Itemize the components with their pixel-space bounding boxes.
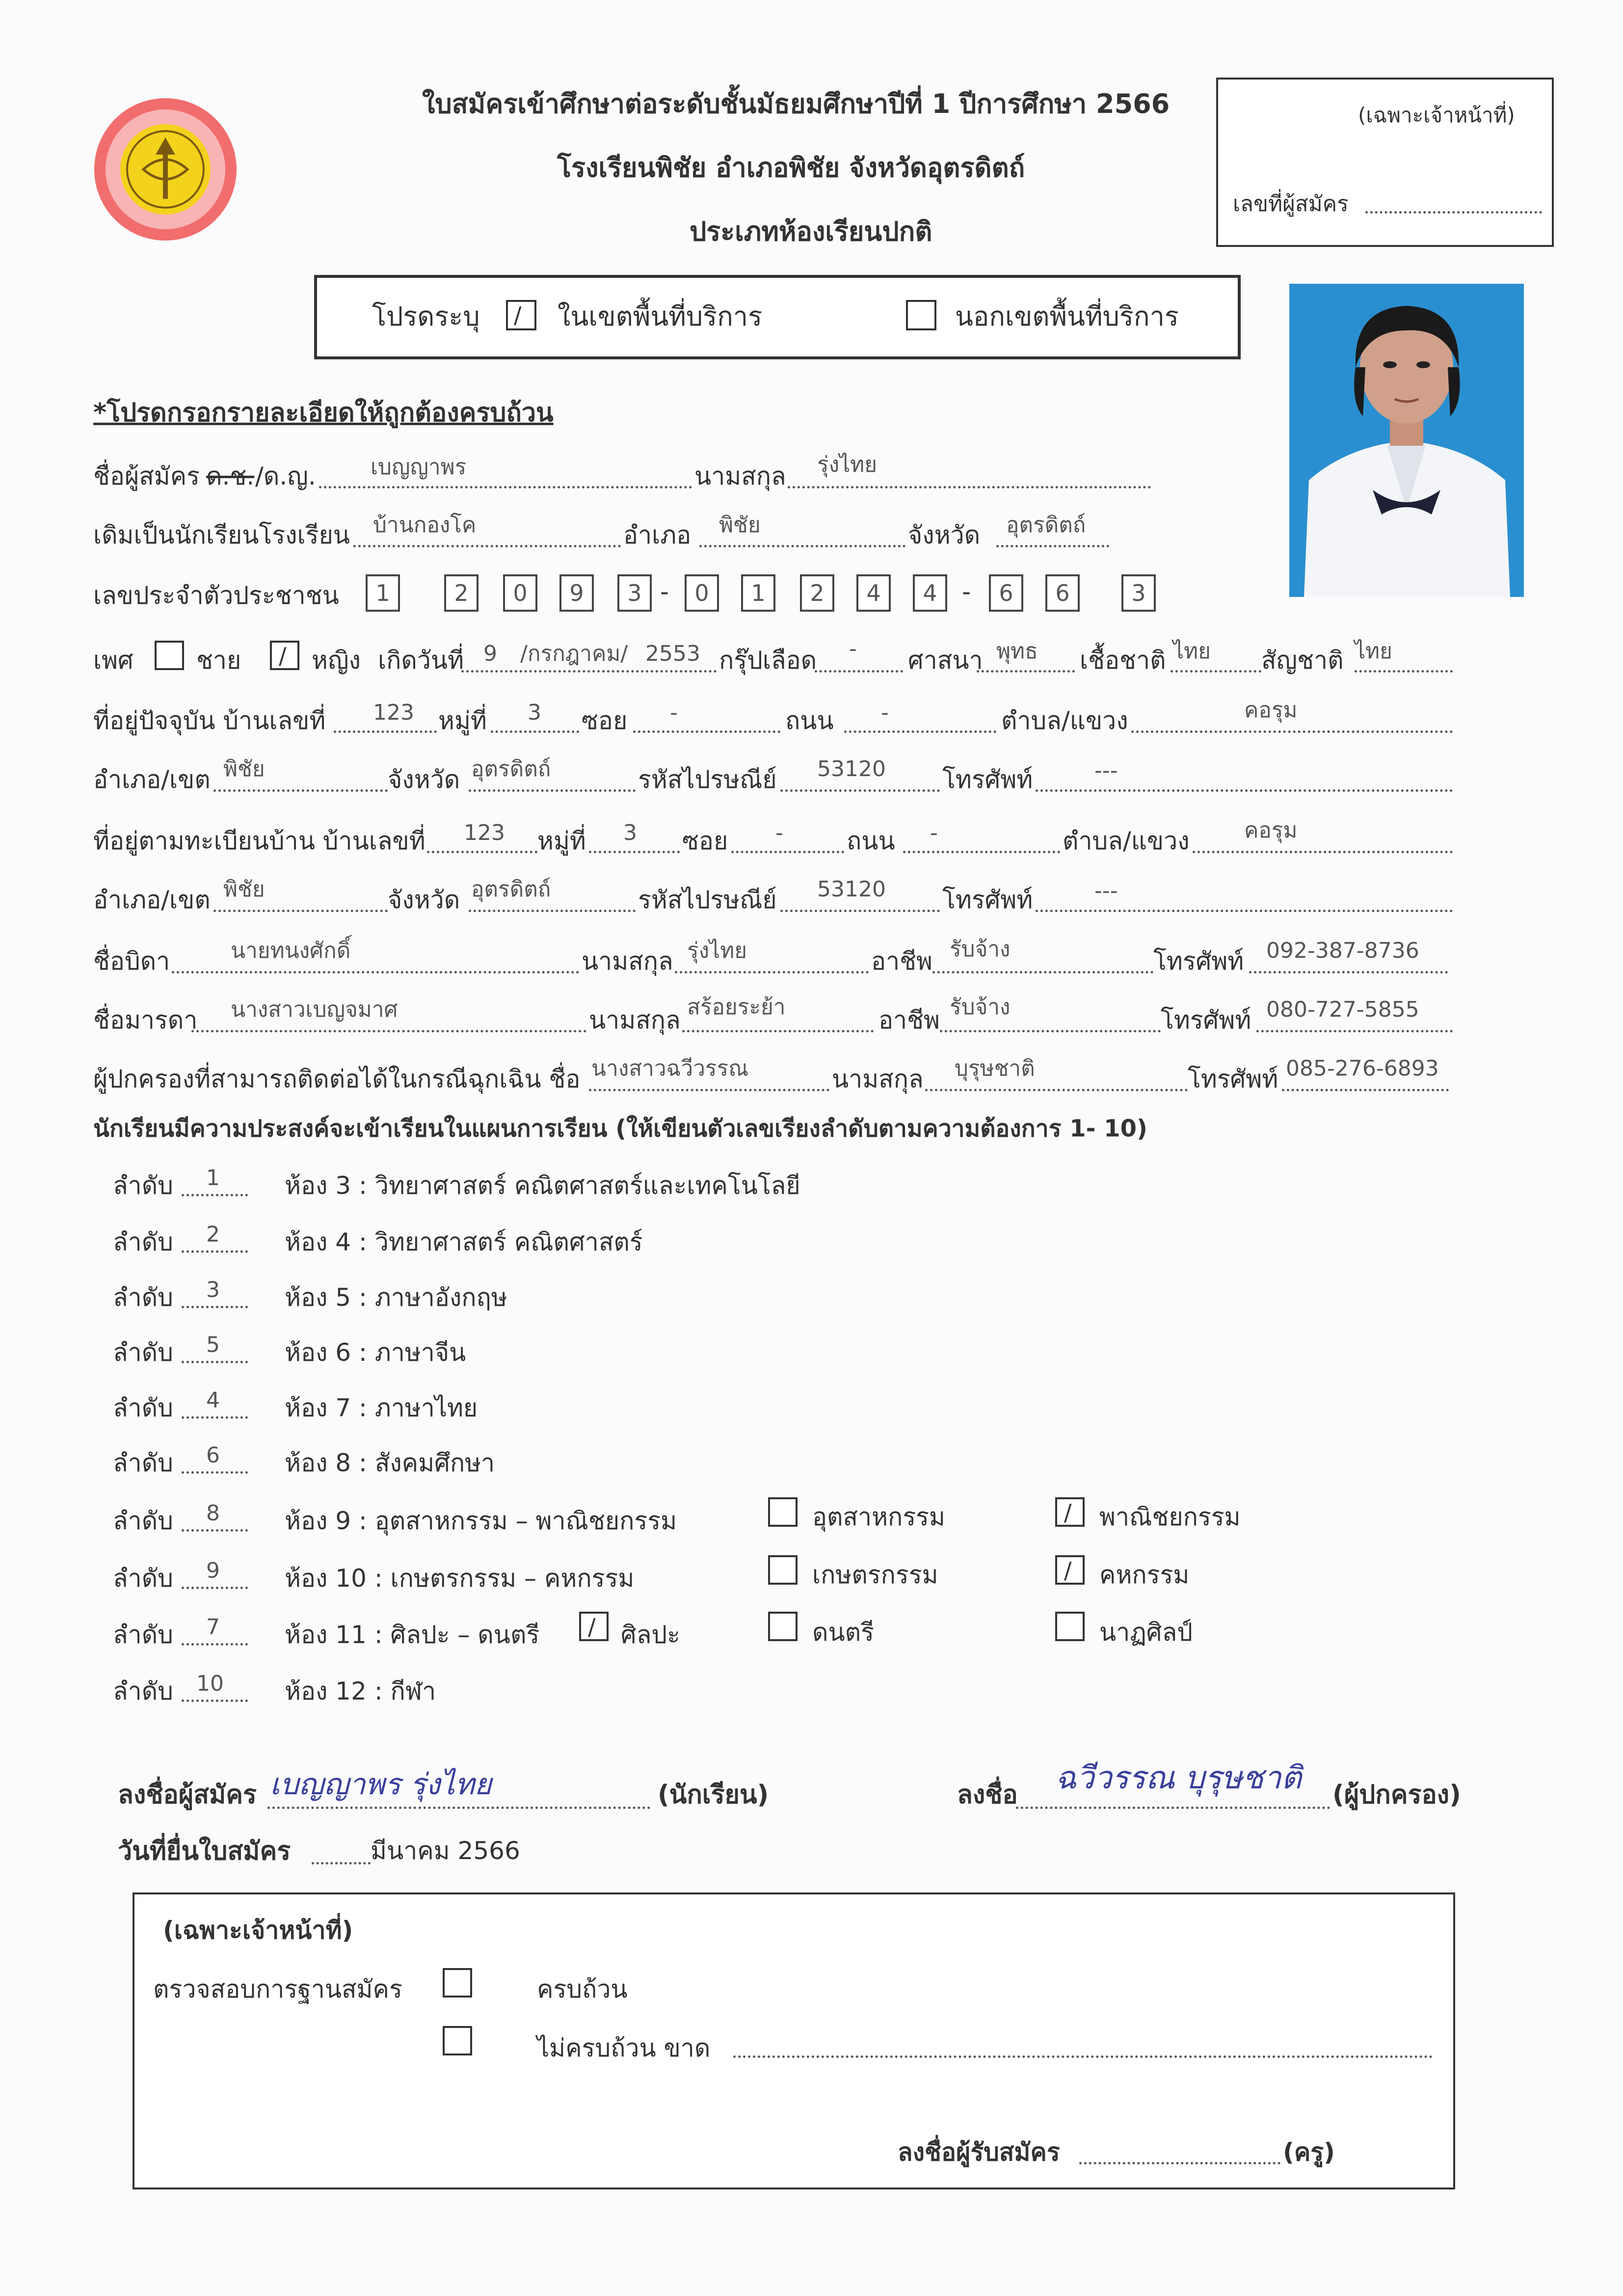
prev-school-value[interactable]: บ้านกองโค [373, 513, 477, 538]
id-separator: - [962, 577, 971, 606]
out-area-label: นอกเขตพื้นที่บริการ [955, 301, 1179, 332]
incomplete-label: ไม่ครบถ้วน ขาด [537, 2034, 711, 2062]
id-digit[interactable]: 9 [559, 574, 594, 612]
in-area-label: ในเขตพื้นที่บริการ [558, 301, 763, 332]
art-checkbox[interactable]: / [579, 1612, 609, 1641]
mother-label: ชื่อมารดา [93, 1006, 198, 1034]
race-value[interactable]: ไทย [1173, 639, 1211, 664]
order-label: ลำดับ [113, 1449, 173, 1477]
current-moo-label: หมู่ที่ [438, 706, 487, 735]
registered-postal-label: รหัสไปรษณีย์ [638, 886, 777, 914]
mother-phone-label: โทรศัพท์ [1161, 1006, 1251, 1034]
missing-items-field[interactable] [733, 2055, 1433, 2058]
room-label: ห้อง 4 : วิทยาศาสตร์ คณิตศาสตร์ [285, 1228, 643, 1256]
registered-district[interactable]: พิชัย [223, 877, 265, 902]
registered-soi[interactable]: - [775, 820, 783, 845]
registered-subdistrict-label: ตำบล/แขวง [1063, 827, 1190, 855]
music-label: ดนตรี [812, 1618, 874, 1647]
id-digit[interactable]: 4 [913, 574, 947, 612]
female-checkbox[interactable]: / [270, 641, 299, 670]
submission-date-label: วันที่ยื่นใบสมัคร [118, 1837, 291, 1866]
id-digit[interactable]: 1 [366, 574, 400, 612]
blood-type-value[interactable]: - [849, 636, 857, 661]
surname-label: นามสกุล [694, 462, 786, 490]
industry-label: อุตสาหกรรม [812, 1503, 945, 1531]
religion-label: ศาสนา [908, 646, 983, 675]
title-ms: /ด.ญ. [255, 462, 316, 490]
current-address-label: ที่อยู่ปัจจุบัน บ้านเลขที่ [93, 706, 326, 735]
national-id-label: เลขประจำตัวประชาชน [93, 581, 339, 610]
guardian-surname[interactable]: บุรุษชาติ [955, 1056, 1035, 1081]
commerce-label: พาณิชยกรรม [1099, 1503, 1241, 1531]
nationality-value[interactable]: ไทย [1355, 639, 1392, 664]
father-phone[interactable]: 092-387-8736 [1266, 938, 1419, 963]
room-label: ห้อง 9 : อุตสาหกรรม – พาณิชยกรรม [285, 1507, 677, 1535]
guardian-sign-label: ลงชื่อ [957, 1780, 1018, 1810]
registered-phone-label: โทรศัพท์ [942, 886, 1033, 914]
rank-value[interactable]: 8 [206, 1501, 220, 1526]
rank-value[interactable]: 3 [206, 1277, 220, 1302]
id-digit[interactable]: 2 [444, 574, 479, 612]
male-label: ชาย [196, 646, 241, 675]
rank-value[interactable]: 2 [206, 1222, 220, 1247]
applicant-number-label: เลขที่ผู้สมัคร [1233, 191, 1349, 216]
home-economics-label: คหกรรม [1099, 1561, 1190, 1589]
order-label: ลำดับ [113, 1283, 173, 1312]
registered-province[interactable]: อุตรดิตถ์ [471, 877, 551, 902]
registered-subdistrict[interactable]: คอรุม [1244, 818, 1298, 843]
id-separator: - [660, 577, 669, 606]
current-province-label: จังหวัด [388, 765, 460, 794]
blood-type-label: กรุ๊ปเลือด [719, 646, 817, 675]
current-road-label: ถนน [785, 706, 834, 735]
applicant-role: (นักเรียน) [658, 1780, 769, 1810]
current-phone[interactable]: --- [1094, 758, 1118, 783]
surname-value[interactable]: รุ่งไทย [817, 452, 878, 477]
guardian-surname-label: นามสกุล [832, 1065, 924, 1093]
current-road[interactable]: - [881, 700, 889, 725]
dance-label: นาฏศิลป์ [1099, 1618, 1193, 1647]
birth-date-label: เกิดวันที่ [378, 646, 464, 675]
current-soi[interactable]: - [670, 700, 678, 725]
room-label: ห้อง 5 : ภาษาอังกฤษ [285, 1283, 507, 1312]
staff-only-box [1216, 78, 1554, 247]
id-digit[interactable]: 0 [685, 574, 719, 612]
order-label: ลำดับ [113, 1677, 173, 1705]
staff-review-title: (เฉพาะเจ้าหน้าที่) [163, 1916, 353, 1945]
current-house-no[interactable]: 123 [373, 700, 414, 725]
father-label: ชื่อบิดา [93, 947, 170, 975]
id-digit[interactable]: 6 [1045, 574, 1080, 612]
registered-moo[interactable]: 3 [623, 820, 637, 845]
race-label: เชื้อชาติ [1080, 646, 1166, 675]
room-label: ห้อง 3 : วิทยาศาสตร์ คณิตศาสตร์และเทคโนโลยี [285, 1171, 800, 1200]
out-area-checkbox[interactable] [906, 300, 936, 330]
father-phone-label: โทรศัพท์ [1153, 947, 1244, 975]
rank-value[interactable]: 9 [206, 1558, 220, 1583]
order-label: ลำดับ [113, 1338, 173, 1367]
id-digit[interactable]: 4 [856, 574, 891, 612]
current-district[interactable]: พิชัย [223, 756, 265, 782]
mother-job-label: อาชีพ [878, 1006, 940, 1034]
registered-road-label: ถนน [847, 827, 895, 855]
registered-road[interactable]: - [930, 820, 938, 845]
guardian-name[interactable]: นางสาวฉวีวรรณ [591, 1056, 749, 1081]
current-subdistrict[interactable]: คอรุม [1244, 698, 1298, 723]
guardian-phone[interactable]: 085-276-6893 [1286, 1056, 1439, 1081]
room-label: ห้อง 6 : ภาษาจีน [285, 1338, 466, 1367]
guardian-phone-label: โทรศัพท์ [1188, 1065, 1278, 1093]
room-label: ห้อง 11 : ศิลปะ – ดนตรี [285, 1621, 540, 1649]
prev-school-label: เดิมเป็นนักเรียนโรงเรียน [93, 521, 350, 549]
mother-phone[interactable]: 080-727-5855 [1266, 997, 1419, 1022]
guardian-signature[interactable]: ฉวีวรรณ บุรุษชาติ [1055, 1760, 1302, 1796]
birth-day-value[interactable]: 9 [483, 641, 497, 666]
submission-date-value[interactable]: มีนาคม 2566 [371, 1837, 520, 1865]
current-postal-label: รหัสไปรษณีย์ [638, 765, 777, 794]
mother-job[interactable]: รับจ้าง [950, 995, 1011, 1020]
order-label: ลำดับ [113, 1507, 173, 1535]
registered-postal[interactable]: 53120 [817, 877, 886, 902]
father-job[interactable]: รับจ้าง [950, 937, 1011, 962]
room-label: ห้อง 8 : สังคมศึกษา [285, 1449, 495, 1477]
gender-label: เพศ [93, 646, 133, 675]
registered-moo-label: หมู่ที่ [537, 827, 586, 855]
guardian-role: (ผู้ปกครอง) [1332, 1780, 1461, 1810]
mother-name[interactable]: นางสาวเบญจมาศ [231, 997, 398, 1022]
specify-label: โปรดระบุ [372, 301, 480, 332]
applicant-sign-label: ลงชื่อผู้สมัคร [118, 1780, 257, 1810]
prev-district-label: อำเภอ [623, 521, 692, 549]
class-type: ประเภทห้องเรียนปกติ [690, 216, 932, 247]
dance-checkbox[interactable] [1055, 1612, 1085, 1641]
rank-value[interactable]: 6 [206, 1443, 220, 1468]
room-label: ห้อง 10 : เกษตรกรรม – คหกรรม [285, 1564, 635, 1593]
father-job-label: อาชีพ [871, 947, 932, 975]
male-checkbox[interactable] [155, 641, 184, 670]
title-mr: ด.ช. [206, 462, 255, 490]
id-digit[interactable]: 1 [741, 574, 775, 612]
father-surname[interactable]: รุ่งไทย [687, 938, 747, 963]
receiver-role: (ครู) [1283, 2138, 1335, 2166]
id-digit[interactable]: 3 [617, 574, 652, 612]
religion-value[interactable]: พุทธ [996, 639, 1038, 664]
staff-review-box [133, 1892, 1455, 2189]
birth-year-value[interactable]: 2553 [645, 641, 700, 666]
room-label: ห้อง 12 : กีฬา [285, 1677, 436, 1705]
registered-phone[interactable]: --- [1094, 878, 1118, 903]
incomplete-checkbox[interactable] [443, 2026, 472, 2055]
prev-province-value[interactable]: อุตรดิตถ์ [1006, 513, 1086, 538]
order-label: ลำดับ [113, 1621, 173, 1649]
complete-label: ครบถ้วน [537, 1975, 628, 2003]
applicant-name-label: ชื่อผู้สมัคร [93, 462, 200, 490]
study-plan-heading: นักเรียนมีความประสงค์จะเข้าเรียนในแผนการเรียน (ให้เขียนตัวเลขเรียงลำดับตามความต้องการ 1- 10) [93, 1115, 1147, 1142]
nationality-label: สัญชาติ [1261, 646, 1344, 675]
current-postal[interactable]: 53120 [817, 756, 886, 782]
commerce-checkbox[interactable]: / [1055, 1497, 1085, 1527]
current-phone-label: โทรศัพท์ [942, 765, 1033, 794]
applicant-signature[interactable]: เบญญาพร รุ่งไทย [270, 1767, 492, 1802]
applicant-number-field[interactable] [1365, 211, 1542, 214]
rank-value[interactable]: 1 [206, 1165, 220, 1190]
staff-only-title: (เฉพาะเจ้าหน้าที่) [1358, 103, 1515, 127]
rank-value[interactable]: 7 [206, 1615, 220, 1640]
current-soi-label: ซอย [582, 706, 628, 735]
mother-surname[interactable]: สร้อยระย้า [687, 995, 786, 1020]
document-check-label: ตรวจสอบการฐานสมัคร [153, 1975, 402, 2003]
father-surname-label: นามสกุล [582, 947, 673, 975]
order-label: ลำดับ [113, 1394, 173, 1422]
id-digit[interactable]: 3 [1121, 574, 1156, 612]
school-name: โรงเรียนพิชัย อำเภอพิชัย จังหวัดอุตรดิตถ์ [557, 152, 1025, 183]
id-digit[interactable]: 0 [503, 574, 537, 612]
art-label: ศิลปะ [621, 1621, 680, 1649]
guardian-label: ผู้ปกครองที่สามารถติดต่อได้ในกรณีฉุกเฉิน ชื่อ [93, 1065, 581, 1093]
home-economics-checkbox[interactable]: / [1055, 1555, 1085, 1585]
complete-checkbox[interactable] [443, 1968, 472, 1998]
school-seal-logo [89, 96, 241, 243]
prev-district-value[interactable]: พิชัย [719, 513, 761, 538]
registered-house-no[interactable]: 123 [464, 820, 505, 845]
rank-value[interactable]: 5 [206, 1332, 220, 1357]
rank-value[interactable]: 4 [206, 1388, 220, 1413]
current-province[interactable]: อุตรดิตถ์ [471, 756, 551, 782]
current-subdistrict-label: ตำบล/แขวง [1001, 706, 1128, 735]
order-label: ลำดับ [113, 1171, 173, 1200]
current-moo[interactable]: 3 [528, 700, 541, 725]
applicant-photo [1289, 284, 1524, 597]
form-title: ใบสมัครเข้าศึกษาต่อระดับชั้นมัธยมศึกษาปีที่ 1 ปีการศึกษา 2566 [422, 88, 1170, 119]
industry-checkbox[interactable] [768, 1497, 798, 1527]
receiver-sign-label: ลงชื่อผู้รับสมัคร [898, 2138, 1060, 2166]
father-name[interactable]: นายทนงศักดิ์ [231, 938, 351, 963]
registered-soi-label: ซอย [682, 827, 728, 855]
first-name-value[interactable]: เบญญาพร [371, 455, 467, 480]
birth-month-value[interactable]: /กรกฎาคม/ [520, 641, 628, 666]
order-label: ลำดับ [113, 1228, 173, 1256]
current-district-label: อำเภอ/เขต [93, 765, 211, 794]
registered-address-label: ที่อยู่ตามทะเบียนบ้าน บ้านเลขที่ [93, 827, 426, 855]
instruction-text: *โปรดกรอกรายละเอียดให้ถูกต้องครบถ้วน [93, 398, 554, 428]
room-label: ห้อง 7 : ภาษาไทย [285, 1394, 478, 1422]
music-checkbox[interactable] [768, 1612, 798, 1641]
agriculture-label: เกษตรกรรม [812, 1561, 938, 1589]
service-area-box [314, 275, 1241, 359]
female-label: หญิง [312, 646, 361, 675]
registered-province-label: จังหวัด [388, 886, 460, 914]
id-digit[interactable]: 2 [800, 574, 834, 612]
order-label: ลำดับ [113, 1564, 173, 1593]
rank-value[interactable]: 10 [196, 1671, 224, 1696]
prev-province-label: จังหวัด [908, 521, 981, 549]
mother-surname-label: นามสกุล [589, 1006, 681, 1034]
in-area-checkbox[interactable]: / [506, 300, 536, 330]
id-digit[interactable]: 6 [989, 574, 1023, 612]
agriculture-checkbox[interactable] [768, 1555, 798, 1585]
registered-district-label: อำเภอ/เขต [93, 886, 211, 914]
